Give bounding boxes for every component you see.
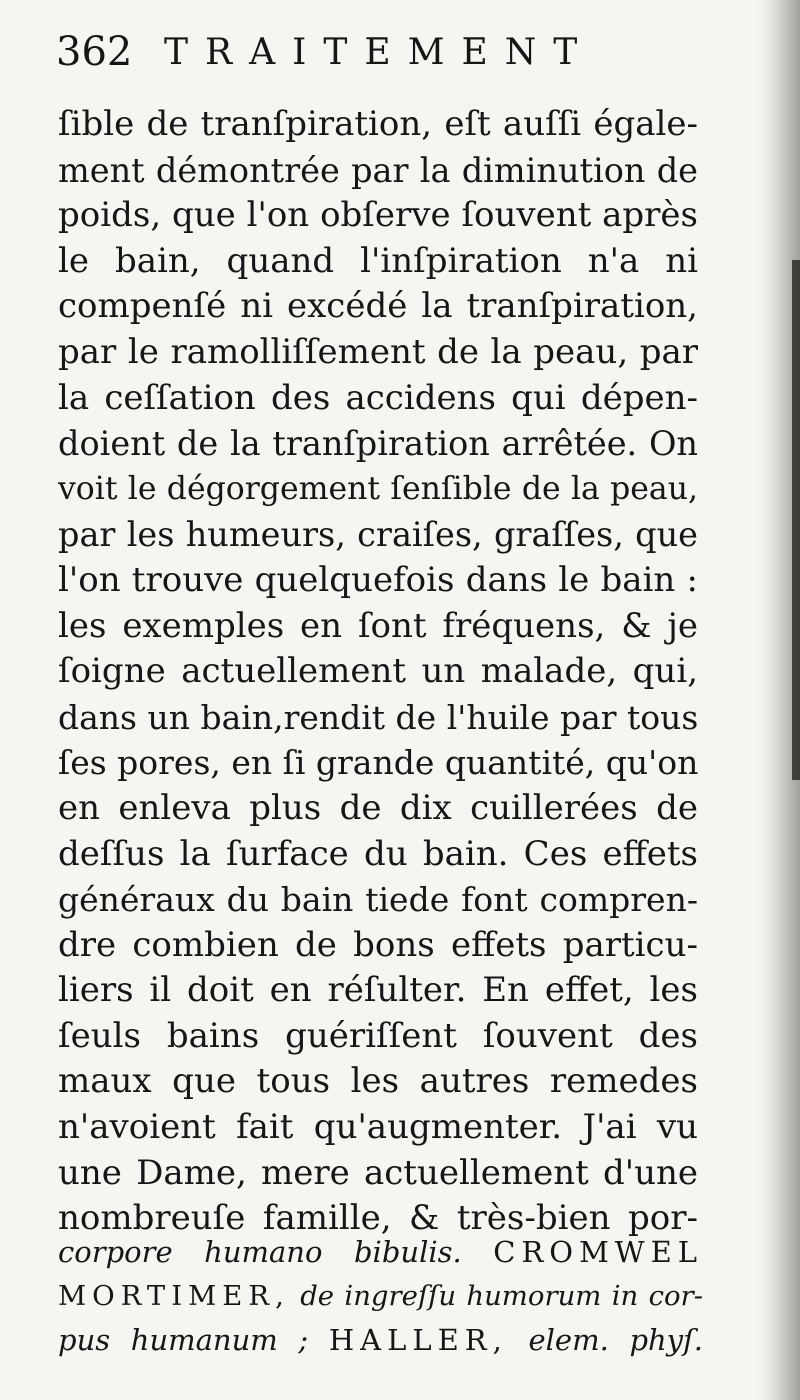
text-line: deſſus la ſurface du bain. Ces effets xyxy=(58,833,698,874)
footnote-author: HALLER, xyxy=(328,1323,508,1357)
text-line: liers il doit en réſulter. En effet, les xyxy=(58,970,698,1011)
footnote-line xyxy=(58,1318,703,1362)
text-line: par les humeurs, craiſes, graſſes, que xyxy=(58,515,698,555)
text-line: n'avoient fait qu'augmenter. J'ai vu xyxy=(58,1107,698,1148)
text-line: maux que tous les autres remedes xyxy=(58,1061,698,1102)
text-line: ſeuls bains guériſſent ſouvent des xyxy=(58,1015,698,1056)
text-line: nombreuſe famille, & très-bien por- xyxy=(58,1198,698,1239)
footnote xyxy=(58,1230,703,1362)
text-line: par le ramolliſſement de la peau, par xyxy=(58,331,698,372)
footnote-line xyxy=(58,1230,703,1274)
footnote-citation: de ingreſſu humorum in cor- xyxy=(300,1280,703,1312)
text-line: ſes pores, en ſi grande quantité, qu'on xyxy=(58,743,698,783)
text-line: doient de la tranſpiration arrêtée. On xyxy=(58,424,698,464)
page-number: 362 xyxy=(56,29,133,75)
text-line: poids, que l'on obſerve ſouvent après xyxy=(58,195,698,236)
page-header xyxy=(56,24,716,84)
text-line: le bain, quand l'inſpiration n'a ni xyxy=(58,240,698,281)
footnote-citation: elem. phyſ. xyxy=(528,1323,703,1357)
footnote-author: MORTIMER, xyxy=(58,1280,290,1312)
text-line: voit le dégorgement ſenſible de la peau, xyxy=(58,470,698,507)
text-line: les exemples en ſont fréquens, & je xyxy=(58,605,698,646)
text-line: dre combien de bons effets particu- xyxy=(58,924,698,965)
text-line: l'on trouve quelquefois dans le bain : xyxy=(58,559,698,600)
footnote-citation: pus humanum ; xyxy=(58,1323,309,1357)
text-line: ſoigne actuellement un malade, qui, xyxy=(58,651,698,692)
text-line: en enleva plus de dix cuillerées de xyxy=(58,787,698,828)
text-line: généraux du bain tiede font compren- xyxy=(58,880,698,920)
text-line: ſible de tranſpiration, eſt auſſi égale- xyxy=(58,104,698,144)
footnote-citation: corpore humano bibulis. xyxy=(58,1235,462,1269)
text-line: la ceſſation des accidens qui dépen- xyxy=(58,377,698,418)
body-text xyxy=(58,102,698,1242)
footnote-author: CROMWEL xyxy=(493,1235,703,1269)
text-line: ment démontrée par la diminution de xyxy=(58,150,698,190)
text-line: compenſé ni excédé la tranſpiration, xyxy=(58,286,698,327)
footnote-line xyxy=(58,1274,703,1318)
text-line: une Dame, mere actuellement d'une xyxy=(58,1152,698,1193)
running-head: TRAITEMENT xyxy=(164,32,595,73)
text-line: dans un bain,rendit de l'huile par tous xyxy=(58,697,698,737)
page-edge xyxy=(792,260,800,780)
